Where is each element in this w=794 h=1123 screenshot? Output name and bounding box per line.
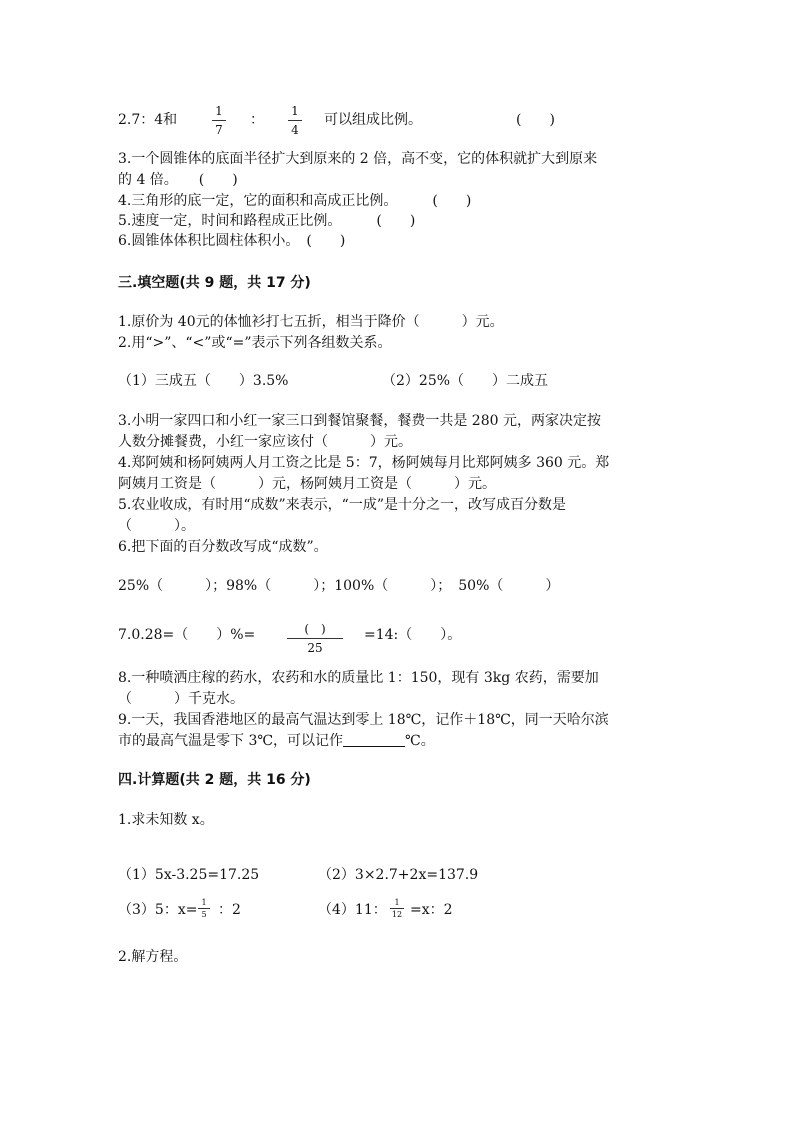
fraction-denominator: 5 bbox=[201, 910, 207, 919]
fraction-bar bbox=[390, 908, 404, 909]
section3-title: 三.填空题(共 9 题，共 17 分) bbox=[118, 275, 311, 291]
judge-q2-fraction-1 bbox=[212, 104, 226, 137]
fill-q4-line2: 阿姨月工资是（ ）元，杨阿姨月工资是（ ）元。 bbox=[118, 476, 496, 492]
fraction-numerator: 1 bbox=[291, 104, 299, 118]
fill-q3-line2: 人数分摊餐费，小红一家应该付（ ）元。 bbox=[118, 434, 412, 450]
fraction-numerator: ( ) bbox=[304, 622, 326, 636]
fill-q9-line2 bbox=[118, 731, 435, 751]
calc-equation-2: （2）3×2.7+2x=137.9 bbox=[318, 867, 479, 883]
fraction-denominator: 4 bbox=[291, 123, 299, 137]
fill-q9-unit: ℃。 bbox=[405, 733, 435, 749]
fill-q9-line1: 9.一天，我国香港地区的最高气温达到零上 18℃，记作＋18℃，同一天哈尔滨 bbox=[118, 712, 609, 728]
fraction-bar bbox=[212, 120, 226, 121]
fill-q1: 1.原价为 40元的体恤衫打七五折，相当于降价（ ）元。 bbox=[118, 314, 504, 330]
calc-equation-3-suffix: ：2 bbox=[218, 902, 241, 918]
fill-q9-line2-text: 市的最高气温是零下 3℃，可以记作 bbox=[118, 733, 344, 749]
fill-q8-line2: （ ）千克水。 bbox=[118, 691, 244, 707]
judge-q2-prefix: 2.7：4和 bbox=[118, 112, 178, 128]
fill-q5-line1: 5.农业收成，有时用“成数”来表示，“一成”是十分之一，改写成百分数是 bbox=[118, 497, 566, 513]
fraction-numerator: 1 bbox=[215, 104, 223, 118]
calc-equation-4-fraction bbox=[390, 898, 404, 919]
judge-q6: 6.圆锥体体积比圆柱体积小。 ( ) bbox=[118, 233, 346, 249]
calc-q1: 1.求未知数 x。 bbox=[118, 812, 214, 828]
fraction-bar bbox=[288, 120, 302, 121]
fill-q2: 2.用“>”、“<”或“=”表示下列各组数关系。 bbox=[118, 335, 392, 351]
fill-q7-prefix: 7.0.28=（ ）%= bbox=[118, 627, 256, 643]
judge-q2-suffix: 可以组成比例。 bbox=[324, 112, 422, 128]
fill-q7-fraction bbox=[287, 622, 343, 655]
calc-equation-4-suffix: =x：2 bbox=[410, 902, 453, 918]
calc-q2: 2.解方程。 bbox=[118, 949, 188, 965]
calc-equation-3-prefix: （3）5：x= bbox=[118, 902, 198, 918]
fraction-denominator: 7 bbox=[215, 123, 223, 137]
calc-equation-4-prefix: （4）11： bbox=[318, 902, 387, 918]
fill-q8-line1: 8.一种喷洒庄稼的药水，农药和水的质量比 1：150，现有 3kg 农药，需要加 bbox=[118, 670, 599, 686]
judge-q2-fraction-2 bbox=[288, 104, 302, 137]
fill-q3-line1: 3.小明一家四口和小红一家三口到餐馆聚餐，餐费一共是 280 元，两家决定按 bbox=[118, 413, 601, 429]
section4-title: 四.计算题(共 2 题，共 16 分) bbox=[118, 772, 311, 788]
fraction-numerator: 1 bbox=[201, 898, 207, 907]
judge-q3-line2: 的 4 倍。 ( ) bbox=[118, 172, 238, 188]
judge-q4: 4.三角形的底一定，它的面积和高成正比例。 ( ) bbox=[118, 193, 472, 209]
fraction-denominator: 25 bbox=[307, 641, 323, 655]
fill-q2-part2: （2）25%（ ）二成五 bbox=[382, 373, 549, 389]
fill-q2-part1: （1）三成五（ ）3.5% bbox=[118, 373, 289, 389]
calc-equation-3-fraction bbox=[198, 898, 210, 919]
fraction-bar bbox=[198, 908, 210, 909]
judge-q3-line1: 3.一个圆锥体的底面半径扩大到原来的 2 倍，高不变，它的体积就扩大到原来 bbox=[118, 151, 598, 167]
judge-q2-answer-paren: ( ) bbox=[516, 112, 555, 128]
fill-q6-items: 25%（ ）；98%（ ）；100%（ ）； 50%（ ） bbox=[118, 578, 560, 594]
judge-q2-colon: ： bbox=[250, 112, 264, 128]
fill-q4-line1: 4.郑阿姨和杨阿姨两人月工资之比是 5：7，杨阿姨每月比郑阿姨多 360 元。郑 bbox=[118, 455, 610, 471]
fill-q6: 6.把下面的百分数改写成“成数”。 bbox=[118, 539, 328, 555]
fraction-denominator: 12 bbox=[391, 910, 403, 919]
judge-q5: 5.速度一定，时间和路程成正比例。 ( ) bbox=[118, 213, 416, 229]
fraction-bar bbox=[287, 638, 343, 639]
answer-blank bbox=[343, 732, 405, 747]
fill-q7-suffix: =14:（ ）。 bbox=[364, 627, 462, 643]
calc-equation-1: （1）5x-3.25=17.25 bbox=[118, 867, 260, 883]
fraction-numerator: 1 bbox=[394, 898, 400, 907]
fill-q5-line2: （ ）。 bbox=[118, 518, 195, 534]
